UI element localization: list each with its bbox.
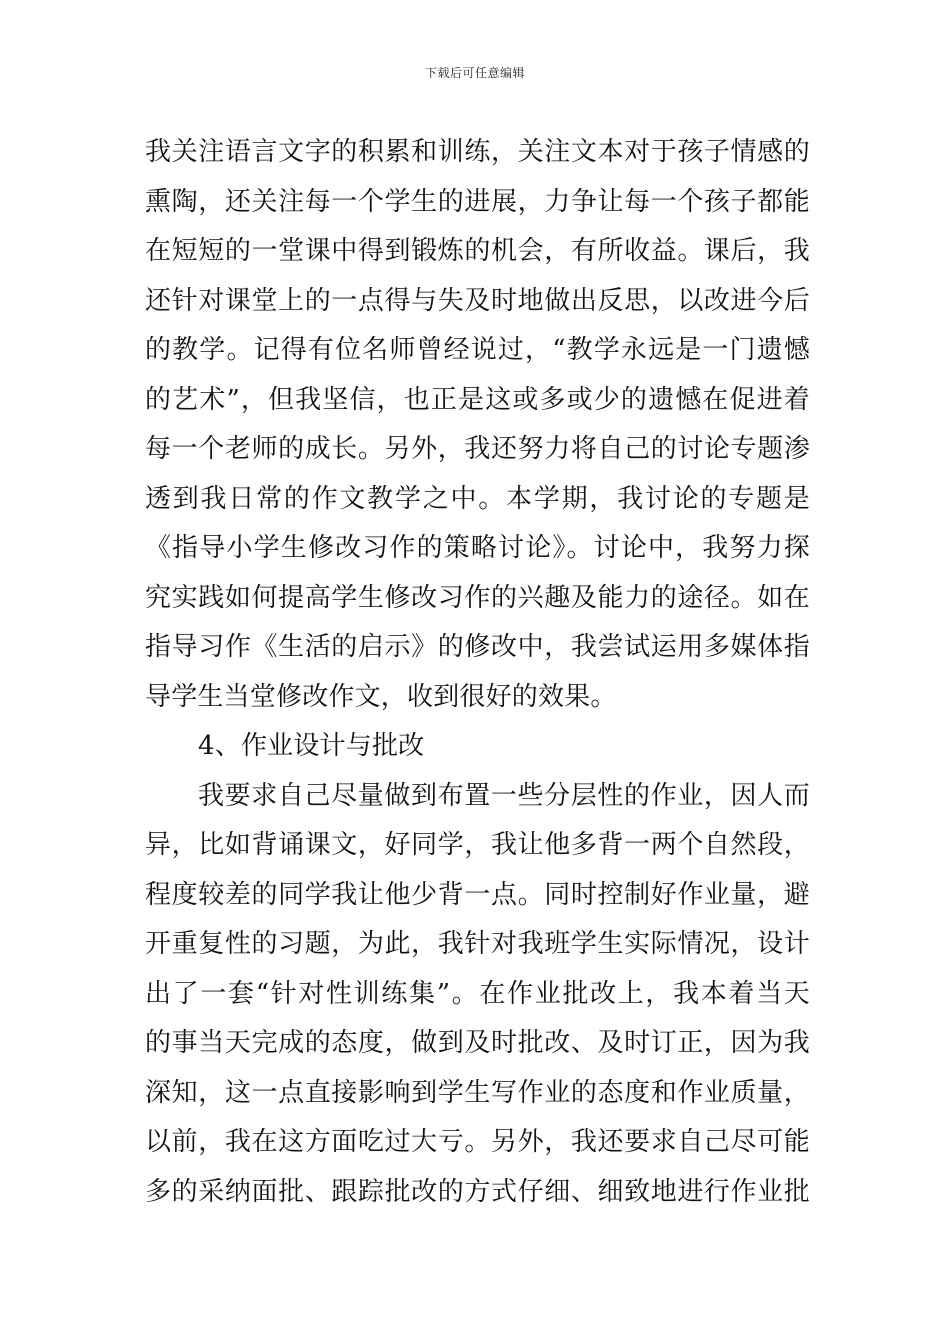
text-line: 究实践如何提高学生修改习作的兴趣及能力的途径。如在	[145, 582, 810, 613]
text-line: 我要求自己尽量做到布置一些分层性的作业，因人而	[198, 780, 810, 811]
text-line: 以前，我在这方面吃过大亏。另外，我还要求自己尽可能	[145, 1127, 810, 1157]
text-line: 出了一套“针对性训练集”。在作业批改上，我本着当天	[145, 978, 810, 1009]
text-line: 导学生当堂修改作文，收到很好的效果。	[145, 681, 617, 712]
text-line: 透到我日常的作文教学之中。本学期，我讨论的专题是	[145, 483, 810, 514]
text-line: 开重复性的习题，为此，我针对我班学生实际情况，设计	[145, 929, 810, 959]
text-line: 的教学。记得有位名师曾经说过，“教学永远是一门遗憾	[145, 335, 810, 365]
text-line: 异，比如背诵课文，好同学，我让他多背一两个自然段，	[145, 830, 810, 860]
text-line: 《指导小学生修改习作的策略讨论》。讨论中，我努力探	[145, 533, 810, 563]
text-line: 每一个老师的成长。另外，我还努力将自己的讨论专题渗	[145, 434, 810, 464]
text-line: 我关注语言文字的积累和训练，关注文本对于孩子情感的	[145, 137, 810, 167]
paragraph-homework	[145, 772, 810, 1218]
text-line: 多的采纳面批、跟踪批改的方式仔细、细致地进行作业批	[145, 1176, 810, 1207]
page-header: 下载后可任意编辑	[424, 66, 525, 80]
text-line: 还针对课堂上的一点得与失及时地做出反思，以改进今后	[145, 285, 810, 316]
text-line: 深知，这一点直接影响到学生写作业的态度和作业质量，	[145, 1077, 810, 1108]
text-line: 在短短的一堂课中得到锻炼的机会，有所收益。课后，我	[145, 236, 810, 266]
section-heading: 4、作业设计与批改	[198, 731, 425, 761]
text-line: 程度较差的同学我让他少背一点。同时控制好作业量，避	[145, 879, 810, 910]
document-body	[145, 128, 810, 1217]
text-line: 指导习作《生活的启示》的修改中，我尝试运用多媒体指	[145, 632, 810, 662]
text-line: 的事当天完成的态度，做到及时批改、及时订正，因为我	[145, 1028, 810, 1058]
text-line: 熏陶，还关注每一个学生的进展，力争让每一个孩子都能	[145, 186, 810, 217]
paragraph-continued	[145, 128, 810, 722]
text-line: 的艺术”，但我坚信，也正是这或多或少的遗憾在促进着	[145, 384, 810, 415]
